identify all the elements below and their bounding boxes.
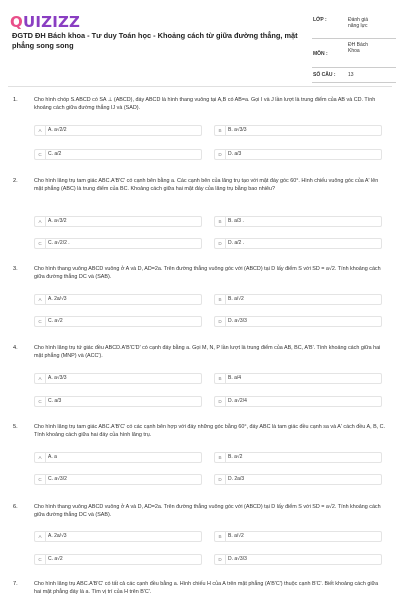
meta-label: MÔN : [313, 51, 328, 57]
option-a[interactable] [34, 216, 202, 227]
option-letter: B [215, 532, 226, 541]
option-d[interactable] [214, 149, 382, 160]
option-b[interactable] [214, 373, 382, 384]
option-d[interactable] [214, 316, 382, 327]
option-letter: C [35, 555, 46, 564]
option-d[interactable] [214, 474, 382, 485]
option-text: B. a/√2 [228, 533, 244, 539]
option-c[interactable] [34, 554, 202, 565]
option-text: B. a√3/3 [228, 127, 247, 133]
meta-label: SỐ CÂU : [313, 72, 336, 78]
option-letter: A [35, 126, 46, 135]
option-text: D. a√3/3 [228, 556, 247, 562]
option-text: C. a√2/2 . [48, 240, 70, 246]
option-c[interactable] [34, 238, 202, 249]
option-b[interactable] [214, 125, 382, 136]
question-number: 6. [13, 504, 18, 510]
option-text: B. a/√2 [228, 296, 244, 302]
option-text: A. a√3/3 [48, 375, 67, 381]
option-c[interactable] [34, 316, 202, 327]
question-text: Cho hình thang vuông ABCD vuông ở A và D, AD=2a. Trên đường thẳng vuông góc với (ABCD) tại D lấy điểm S với SD = a√2. Tính khoảng cách giữa đường thẳng DC và (SAB). [34, 266, 381, 280]
option-letter: D [215, 239, 226, 248]
worksheet-header [0, 0, 400, 88]
option-letter: D [215, 397, 226, 406]
option-letter: C [35, 150, 46, 159]
option-text: D. a√3/3 [228, 318, 247, 324]
option-letter: A [35, 295, 46, 304]
option-c[interactable] [34, 149, 202, 160]
option-letter: B [215, 295, 226, 304]
meta-row-class [312, 14, 396, 39]
option-letter: C [35, 475, 46, 484]
option-text: A. a√2/2 [48, 127, 67, 133]
option-b[interactable] [214, 452, 382, 463]
question-number: 1. [13, 97, 18, 103]
option-text: C. a√3/2 [48, 476, 67, 482]
option-c[interactable] [34, 396, 202, 407]
option-letter: D [215, 317, 226, 326]
meta-box [312, 14, 396, 83]
meta-label: LỚP : [313, 17, 327, 23]
option-letter: B [215, 126, 226, 135]
meta-row-subject [312, 39, 396, 68]
option-text: A. 2a/√3 [48, 296, 67, 302]
option-text: C. a/2 [48, 151, 62, 157]
meta-value: 13 [348, 72, 354, 78]
worksheet-title: ĐGTD ĐH Bách khoa - Tư duy Toán học - Khoảng cách từ giữa đường thẳng, mặt phẳng song song [12, 31, 298, 50]
option-a[interactable] [34, 125, 202, 136]
option-letter: C [35, 239, 46, 248]
meta-value: ĐH Bách Khoa [348, 42, 369, 54]
option-letter: A [35, 532, 46, 541]
option-letter: B [215, 374, 226, 383]
option-text: D. a/2 . [228, 240, 245, 246]
question-number: 4. [13, 345, 18, 351]
option-b[interactable] [214, 531, 382, 542]
option-letter: A [35, 217, 46, 226]
option-d[interactable] [214, 396, 382, 407]
question-text: Cho hình lăng trụ tam giác ABC.A'B'C' có các cạnh bên hợp với đáy những góc bằng 60°, đáy ABC là tam giác đều cạnh sa và A' cách đều A, B, C. Tính khoảng cách giữa hai đáy của hình lăng trụ. [34, 424, 386, 438]
option-text: D. a√2/4 [228, 398, 247, 404]
option-a[interactable] [34, 294, 202, 305]
question-text: Cho hình lăng trụ ABC.A'B'C' có tất cả các cạnh đều bằng a. Hình chiếu H của A trên mặt phẳng (A'B'C') thuộc cạnh B'C'. Biết khoảng cách giữa hai mặt phẳng đáy là a. Tìm vị trí của H trên B'C'. [34, 581, 379, 595]
option-text: C. a√2 [48, 556, 63, 562]
question-number: 3. [13, 266, 18, 272]
option-letter: B [215, 453, 226, 462]
option-letter: A [35, 374, 46, 383]
header-divider [8, 86, 392, 87]
option-text: D. 2a/3 [228, 476, 245, 482]
option-letter: C [35, 397, 46, 406]
option-letter: B [215, 217, 226, 226]
meta-value: Đánh giá năng lực [348, 17, 369, 29]
option-c[interactable] [34, 474, 202, 485]
option-text: B. a/4 [228, 375, 242, 381]
option-text: C. a√2 [48, 318, 63, 324]
option-b[interactable] [214, 294, 382, 305]
option-text: B. a√2 [228, 454, 243, 460]
option-a[interactable] [34, 531, 202, 542]
option-a[interactable] [34, 373, 202, 384]
option-letter: A [35, 453, 46, 462]
option-text: D. a/3 [228, 151, 242, 157]
question-number: 7. [13, 581, 18, 587]
question-text: Cho hình chóp S.ABCD có SA ⊥ (ABCD), đáy ABCD là hình thang vuông tại A,B có AB=a. Gọi I và J lần lượt là trung điểm của AB và CD. Tính khoảng cách giữa đường thẳng IJ và (SAD). [34, 97, 376, 111]
meta-row-count [312, 68, 396, 83]
option-text: C. a/3 [48, 398, 62, 404]
question-text: Cho hình lăng trụ tam giác ABC.A'B'C' có cạnh bên bằng a. Các cạnh bên của lăng trụ tạo với mặt đáy góc 60°. Hình chiếu vuông góc của A' lên mặt phẳng (ABC) là trung điểm của BC. Khoảng cách giữa hai mặt đáy của lăng trụ bằng bao nhiêu? [34, 178, 379, 192]
option-d[interactable] [214, 554, 382, 565]
question-text: Cho hình lăng trụ tứ giác đều ABCD.A'B'C'D' có cạnh đáy bằng a. Gọi M, N, P lần lượt là trung điểm của AB, BC, A'B'. Tính khoảng cách giữa hai mặt phẳng (MNP) và (ACC'). [34, 345, 381, 359]
option-letter: D [215, 150, 226, 159]
option-a[interactable] [34, 452, 202, 463]
option-text: B. a/3 . [228, 218, 244, 224]
option-letter: C [35, 317, 46, 326]
option-letter: D [215, 555, 226, 564]
option-text: A. 2a/√3 [48, 533, 67, 539]
question-number: 5. [13, 424, 18, 430]
quizizz-logo: QUIZIZZ [10, 13, 81, 31]
option-text: A. a√3/2 [48, 218, 67, 224]
question-number: 2. [13, 178, 18, 184]
option-d[interactable] [214, 238, 382, 249]
option-letter: D [215, 475, 226, 484]
option-b[interactable] [214, 216, 382, 227]
question-text: Cho hình thang vuông ABCD vuông ở A và D, AD=2a. Trên đường thẳng vuông góc với (ABCD) tại D lấy điểm S với SD = a√2. Tính khoảng cách giữa đường thẳng DC và (SAB). [34, 504, 381, 518]
option-text: A. a [48, 454, 57, 460]
